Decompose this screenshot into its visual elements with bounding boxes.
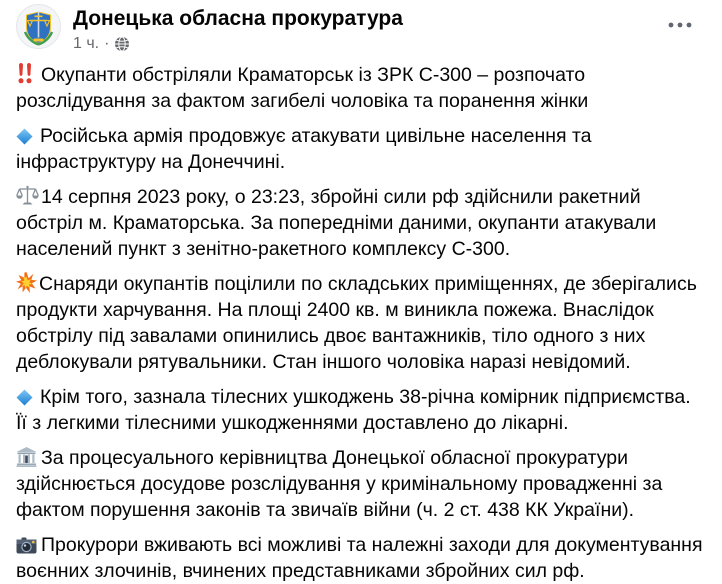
collision-icon — [16, 272, 37, 293]
paragraph-text: За процесуального керівництва Донецької обласної прокуратури здійснюється досудове розслідування у кримінальному провадженні за фактом порушення законів та звичаїв війни (ч. 2 ст. 438 КК України). — [16, 447, 663, 522]
prosecutor-office-emblem-icon — [17, 5, 60, 48]
blue-diamond-icon — [16, 128, 33, 145]
more-options-button[interactable] — [662, 10, 698, 38]
page-name-link[interactable]: Донецька обласна прокуратура — [73, 7, 403, 30]
paragraph-text: Снаряди окупантів поцілили по складських приміщеннях, де зберігались продукти харчування. На площі 2400 кв. м виникла пожежа. Внаслідок обстрілу під завалами опинились двоє вантажників, тіло одного з них деблокували рятувальники. Стан іншого чоловіка наразі невідомий. — [16, 273, 697, 374]
scales-icon — [16, 185, 39, 206]
paragraph — [16, 184, 706, 262]
timestamp-link[interactable]: 1 ч. — [73, 34, 100, 52]
post-header — [0, 0, 722, 60]
paragraph — [16, 123, 706, 175]
paragraph-text: Російська армія продовжує атакувати цивільне населення та інфраструктуру на Донеччині. — [16, 125, 592, 174]
classical-building-icon — [16, 447, 37, 467]
paragraph-text: Крім того, зазнала тілесних ушкоджень 38-річна комірник підприємства. Її з легкими тілесними ушкодженнями доставлено до лікарні. — [16, 386, 691, 435]
paragraph — [16, 384, 706, 436]
paragraph — [16, 532, 706, 584]
ellipsis-icon — [668, 15, 692, 33]
globe-privacy-icon — [114, 36, 130, 52]
camera-icon — [16, 537, 37, 554]
paragraph — [16, 62, 706, 114]
paragraph-text: 14 серпня 2023 року, о 23:23, збройні сили рф здійснили ракетний обстріл м. Краматорська. За попередніми даними, окупанти атакували населений пункт з зенітно-ракетного комплексу С-300. — [16, 186, 657, 261]
blue-diamond-icon — [16, 389, 33, 406]
paragraph — [16, 445, 706, 523]
meta-separator: · — [104, 34, 110, 52]
double-exclamation-icon — [16, 63, 34, 84]
header-info — [73, 4, 403, 52]
post-text — [0, 60, 722, 584]
paragraph-text: Окупанти обстріляли Краматорськ із ЗРК С-300 – розпочато розслідування за фактом загибелі чоловіка та поранення жінки — [16, 64, 589, 113]
post-meta — [73, 35, 403, 52]
page-avatar[interactable] — [16, 4, 61, 49]
paragraph — [16, 271, 706, 375]
paragraph-text: Прокурори вживають всі можливі та належні заходи для документування воєнних злочинів, вчинених представниками збройних сил рф. — [16, 534, 703, 583]
